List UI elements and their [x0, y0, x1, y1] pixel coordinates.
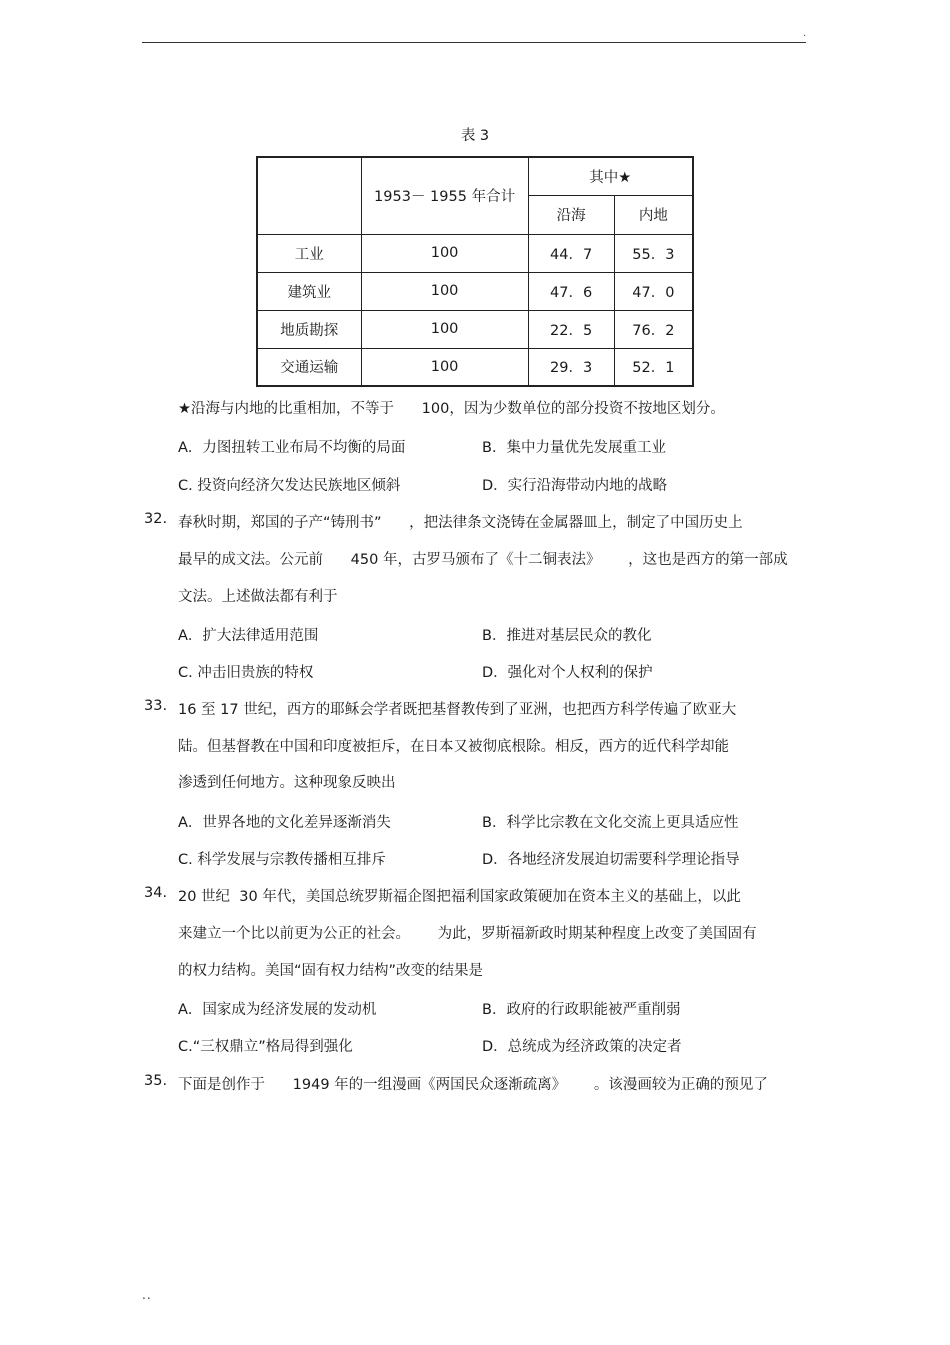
q31-option-c: C. 投资向经济欠发达民族地区倾斜: [178, 478, 401, 494]
row-inland: 76．2: [614, 310, 693, 348]
investment-table: [256, 156, 694, 387]
q31-option-a: A．力图扭转工业布局不均衡的局面: [178, 440, 406, 456]
footer-dots: ..: [142, 1288, 152, 1302]
q32-stem-line-2: 最早的成文法。公元前 450 年，古罗马颁布了《十二铜表法》 ，这也是西方的第一部成: [178, 552, 788, 568]
q34-option-a: A．国家成为经济发展的发动机: [178, 1002, 377, 1018]
q32-option-a: A．扩大法律适用范围: [178, 628, 319, 644]
q32-option-b: B．推进对基层民众的教化: [482, 628, 652, 644]
row-inland: 55．3: [614, 234, 693, 272]
header-coastal: 沿海: [528, 195, 614, 234]
row-total: 100: [361, 272, 528, 310]
q35-number: 35.: [144, 1073, 168, 1089]
q32-stem-line-1: 春秋时期，郑国的子产“铸刑书” ，把法律条文浇铸在金属器皿上，制定了中国历史上: [178, 515, 743, 531]
header-empty-cell: [257, 157, 361, 234]
q32-option-d: D．强化对个人权利的保护: [482, 665, 653, 681]
table-caption: 表 3: [460, 128, 490, 144]
row-label: 建筑业: [257, 272, 361, 310]
row-total: 100: [361, 234, 528, 272]
q34-option-c: C.“三权鼎立”格局得到强化: [178, 1039, 353, 1055]
q34-option-b: B．政府的行政职能被严重削弱: [482, 1002, 681, 1018]
q34-option-d: D．总统成为经济政策的决定者: [482, 1039, 682, 1055]
q33-stem-line-1: 16 至 17 世纪，西方的耶稣会学者既把基督教传到了亚洲，也把西方科学传遍了欧亚大: [178, 702, 737, 718]
q34-number: 34.: [144, 885, 168, 901]
header-total: 1953－ 1955 年合计: [361, 157, 528, 234]
q31-option-b: B．集中力量优先发展重工业: [482, 440, 666, 456]
header-group: 其中★: [528, 157, 693, 195]
q33-option-d: D．各地经济发展迫切需要科学理论指导: [482, 852, 740, 868]
header-rule: [142, 42, 806, 43]
q33-option-a: A．世界各地的文化差异逐渐消失: [178, 815, 391, 831]
row-total: 100: [361, 348, 528, 386]
header-inland: 内地: [614, 195, 693, 234]
q32-option-c: C. 冲击旧贵族的特权: [178, 665, 314, 681]
table-row: [257, 310, 693, 348]
q34-stem-line-2: 来建立一个比以前更为公正的社会。 为此，罗斯福新政时期某种程度上改变了美国固有: [178, 926, 757, 942]
q33-option-c: C. 科学发展与宗教传播相互排斥: [178, 852, 386, 868]
q32-number: 32.: [144, 511, 168, 527]
q35-stem-line-1: 下面是创作于 1949 年的一组漫画《两国民众逐渐疏离》 。该漫画较为正确的预见了: [178, 1077, 768, 1093]
row-coastal: 29．3: [528, 348, 614, 386]
row-inland: 52．1: [614, 348, 693, 386]
q34-stem-line-3: 的权力结构。美国“固有权力结构”改变的结果是: [178, 963, 484, 979]
row-label: 工业: [257, 234, 361, 272]
q33-stem-line-3: 渗透到任何地方。这种现象反映出: [178, 775, 396, 791]
row-coastal: 47．6: [528, 272, 614, 310]
q31-option-d: D．实行沿海带动内地的战略: [482, 478, 668, 494]
table-row: [257, 272, 693, 310]
row-total: 100: [361, 310, 528, 348]
table-footnote: ★沿海与内地的比重相加，不等于 100，因为少数单位的部分投资不按地区划分。: [178, 401, 725, 417]
q33-stem-line-2: 陆。但基督教在中国和印度被拒斥，在日本又被彻底根除。相反，西方的近代科学却能: [178, 739, 729, 755]
row-coastal: 22．5: [528, 310, 614, 348]
row-label: 地质勘探: [257, 310, 361, 348]
row-inland: 47．0: [614, 272, 693, 310]
header-corner-mark: .: [803, 28, 807, 39]
table-row: [257, 348, 693, 386]
row-coastal: 44．7: [528, 234, 614, 272]
row-label: 交通运输: [257, 348, 361, 386]
q32-stem-line-3: 文法。上述做法都有利于: [178, 589, 338, 605]
q34-stem-line-1: 20 世纪 30 年代，美国总统罗斯福企图把福利国家政策硬加在资本主义的基础上，以此: [178, 889, 741, 905]
table-row: [257, 234, 693, 272]
q33-number: 33.: [144, 698, 168, 714]
q33-option-b: B．科学比宗教在文化交流上更具适应性: [482, 815, 739, 831]
